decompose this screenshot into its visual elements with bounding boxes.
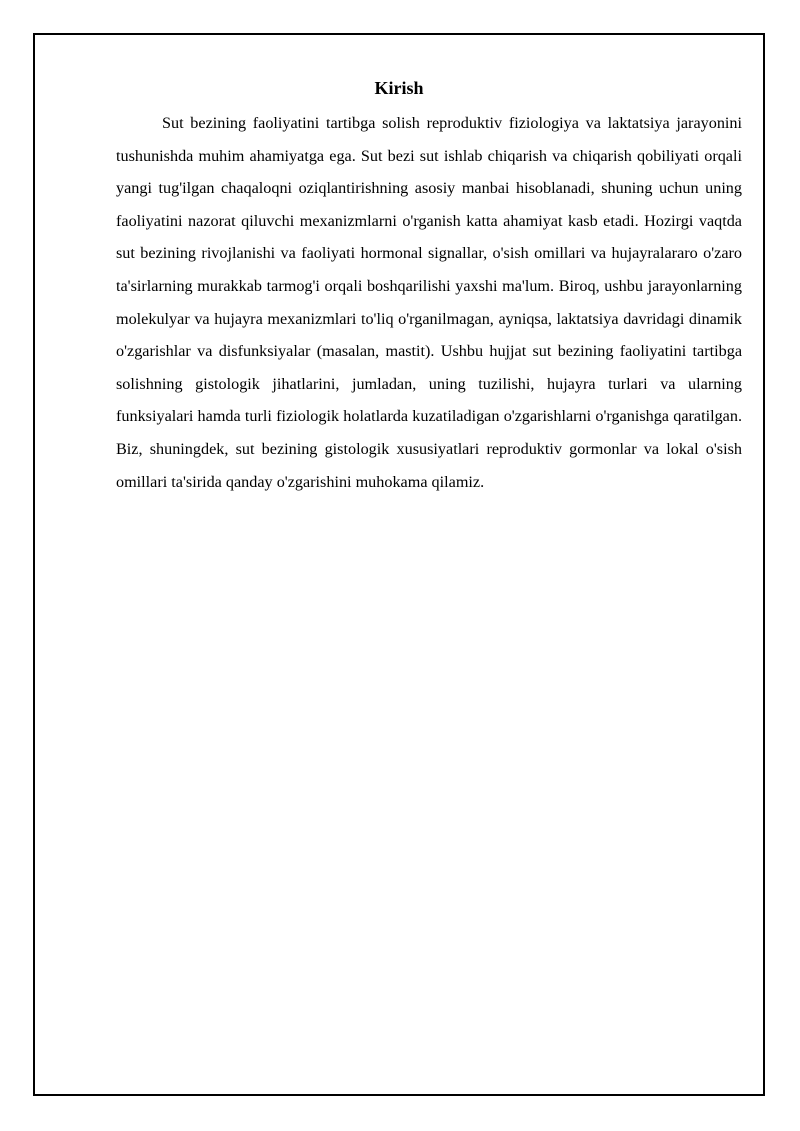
section-heading: Kirish [374,78,424,98]
intro-paragraph: Sut bezining faoliyatini tartibga solish reproduktiv fiziologiya va laktatsiya jarayonini tushunishda muhim ahamiyatga ega. Sut bezi sut ishlab chiqarish va chiqarish qobiliyati orqali yangi tug'ilgan chaqaloqni oziqlantirishning asosiy manbai hisoblanadi, shuning uchun uning faoliyatini nazorat qiluvchi mexanizmlarni o'rganish katta ahamiyat kasb etadi. Hozirgi vaqtda sut bezining rivojlanishi va faoliyati hormonal signallar, o'sish omillari va hujayralararo o'zaro ta'sirlarning murakkab tarmog'i orqali boshqarilishi yaxshi ma'lum. Biroq, ushbu jarayonlarning molekulyar va hujayra mexanizmlari to'liq o'rganilmagan, ayniqsa, laktatsiya davridagi dinamik o'zgarishlar va disfunksiyalar (masalan, mastit). Ushbu hujjat sut bezining faoliyatini tartibga solishning gistologik jihatlarini, jumladan, uning tuzilishi, hujayra turlari va ularning funksiyalari hamda turli fiziologik holatlarda kuzatiladigan o'zgarishlarni o'rganishga qaratilgan. Biz, shuningdek, sut bezining gistologik xususiyatlari reproduktiv gormonlar va lokal o'sish omillari ta'sirida qanday o'zgarishini muhokama qilamiz. [116,114,742,491]
